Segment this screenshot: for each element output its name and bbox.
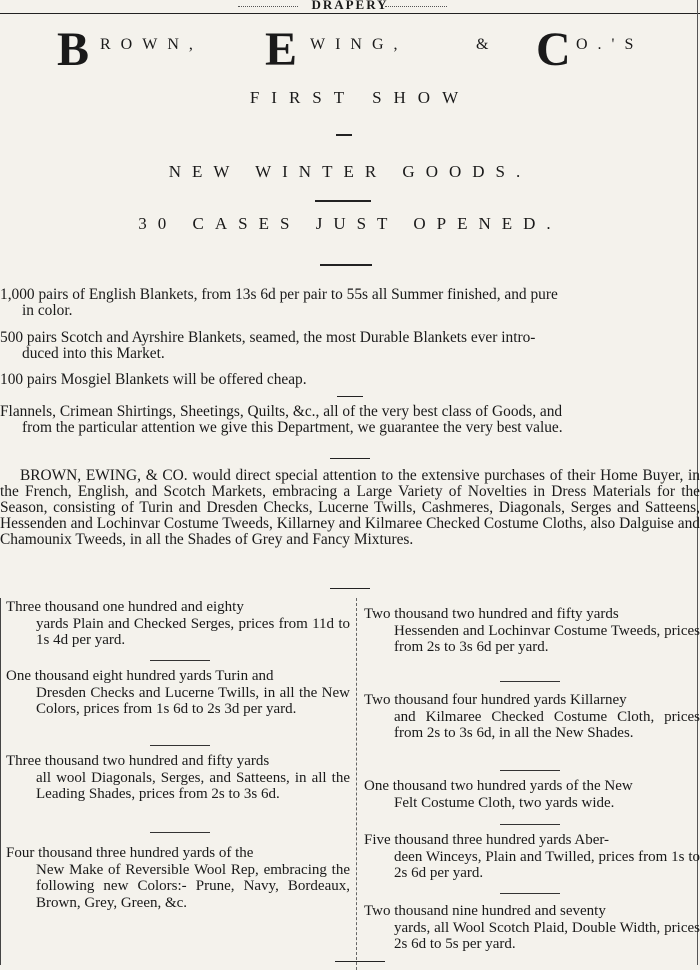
column-separator <box>500 824 560 825</box>
list-item: 100 pairs Mosgiel Blankets will be offered cheap. <box>0 371 307 388</box>
list-item: 1,000 pairs of English Blankets, from 13s 6d per pair to 55s all Summer finished, and pure in color. <box>0 286 558 319</box>
list-item: Two thousand two hundred and fifty yards Hessenden and Lochinvar Costume Tweeds, prices from 2s to 3s 6d per yard. <box>364 606 700 655</box>
list-item: Three thousand one hundred and eighty yards Plain and Checked Serges, prices from 11d to 1s 4d per yard. <box>6 599 350 648</box>
column-separator <box>150 660 210 661</box>
firm-word-co: O.'S <box>576 36 644 53</box>
footer-rule <box>335 961 385 962</box>
header-rule <box>0 13 700 14</box>
firm-initial-e: E <box>265 23 298 76</box>
firm-initial-c: C <box>536 23 571 76</box>
separator-rule-2 <box>330 458 370 459</box>
column-divider <box>356 598 357 970</box>
firm-word-ewing: WING, <box>310 36 408 53</box>
column-edge-left <box>0 598 1 965</box>
separator-rule-1 <box>337 396 363 397</box>
ornament-rule-2 <box>320 264 372 266</box>
firm-initial-b: B <box>57 23 90 76</box>
list-item: One thousand two hundred yards of the New Felt Costume Cloth, two yards wide. <box>364 778 633 811</box>
title-new-winter-goods: NEW WINTER GOODS. <box>168 162 532 181</box>
list-item: Three thousand two hundred and fifty yards all wool Diagonals, Serges, and Satteens, in all the Leading Shades, prices from 2s to 3s 6d. <box>6 753 350 802</box>
list-item: Two thousand nine hundred and seventy yards, all Wool Scotch Plaid, Double Width, prices 2s 6d to 5s per yard. <box>364 903 700 952</box>
ornament-small <box>336 134 352 136</box>
list-item: Five thousand three hundred yards Aber- deen Winceys, Plain and Twilled, prices from 1s to 2s 6d per yard. <box>364 832 700 881</box>
column-separator <box>500 681 560 682</box>
title-cases-opened: 30 CASES JUST OPENED. <box>138 214 562 233</box>
list-item: Four thousand three hundred yards of the New Make of Reversible Wool Rep, embracing the following new Colors:- Prune, Navy, Bordeaux, Brown, Grey, Green, &c. <box>6 845 350 911</box>
firm-name <box>0 23 700 76</box>
list-item: Two thousand four hundred yards Killarney and Kilmaree Checked Costume Cloth, prices from 2s to 3s 6d, in all the New Shades. <box>364 692 700 741</box>
announcement-paragraph: BROWN, EWING, & CO. would direct special attention to the extensive purchases of their Home Buyer, in the French, English, and Scotch Markets, embracing a Large Variety of Novelties in Dress Materials for the Season, consisting of Turin and Dresden Checks, Lucerne Twills, Cashmeres, Diagonals, Serges and Satteens, Hessenden and Lochinvar Costume Tweeds, Killarney and Kilmaree Checked Costume Cloths, also Dalguise and Chamounix Tweeds, in all the Shades of Grey and Fancy Mixtures. <box>0 467 700 548</box>
firm-word-brown: ROWN, <box>100 36 203 53</box>
separator-rule-3 <box>330 588 370 589</box>
list-item: One thousand eight hundred yards Turin and Dresden Checks and Lucerne Twills, in all the New Colors, prices from 1s 6d to 2s 3d per yard. <box>6 668 350 717</box>
ornament-rule-1 <box>315 200 371 202</box>
column-separator <box>150 745 210 746</box>
header-dots-right <box>385 6 447 7</box>
title-first-show: FIRST SHOW <box>249 88 471 107</box>
column-separator <box>500 770 560 771</box>
column-separator <box>500 893 560 894</box>
firm-ampersand: & <box>476 36 499 53</box>
column-separator <box>150 832 210 833</box>
list-item: 500 pairs Scotch and Ayrshire Blankets, seamed, the most Durable Blankets ever intro- duced into this Market. <box>0 329 536 362</box>
flannels-paragraph: Flannels, Crimean Shirtings, Sheetings, Quilts, &c., all of the very best class of Goods, and from the particular attention we give this Department, we guarantee the very best value. <box>0 403 563 436</box>
section-label: DRAPERY <box>311 0 389 12</box>
